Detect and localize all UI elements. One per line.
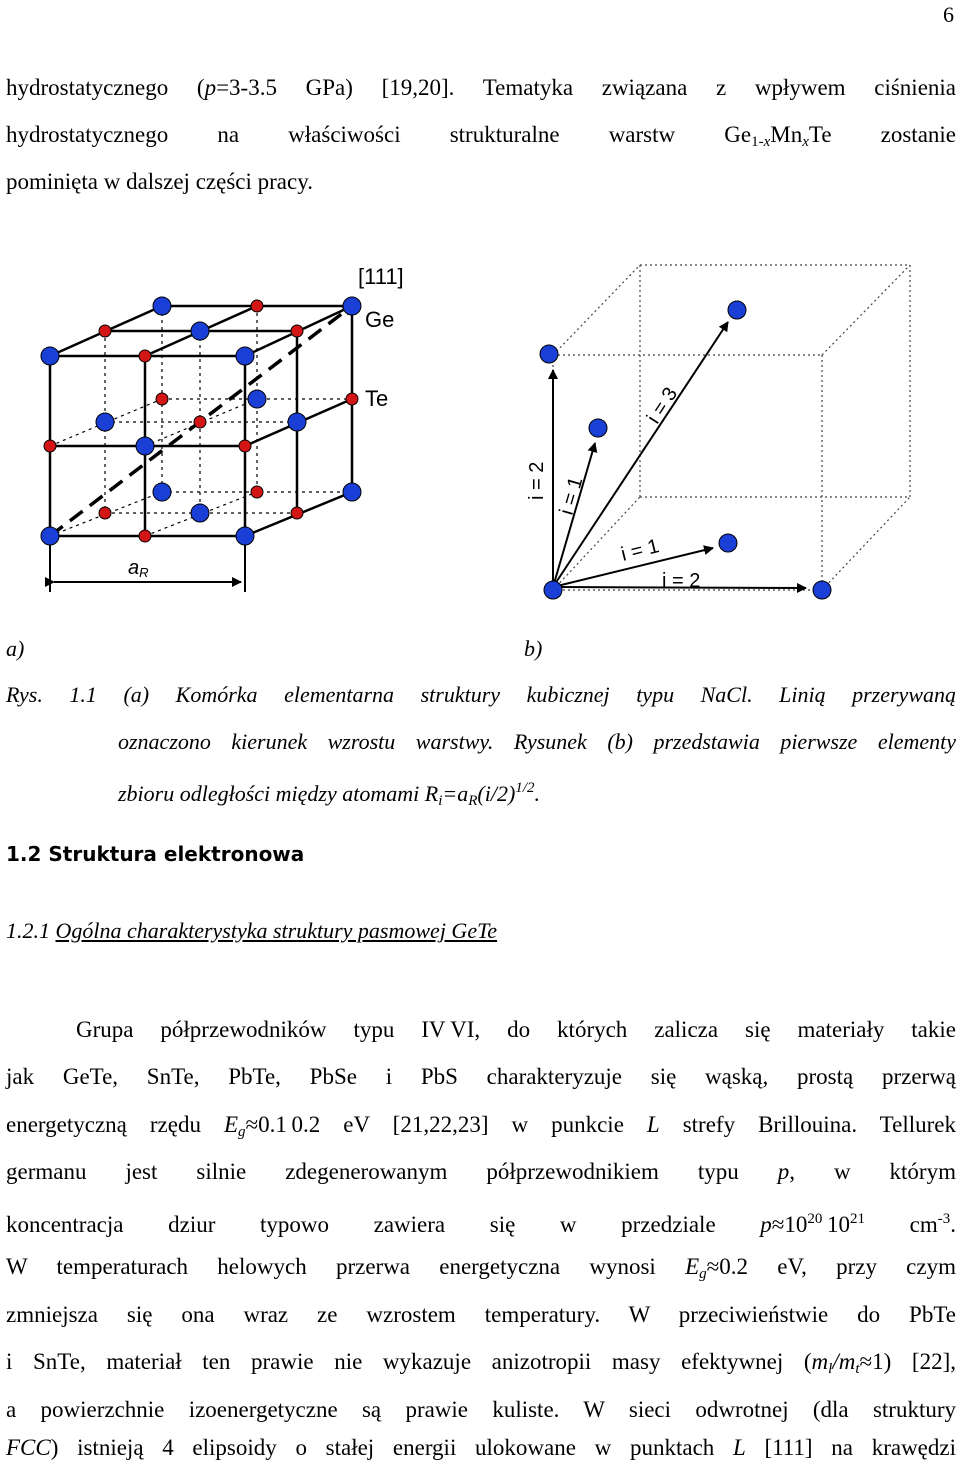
body-line-7: zmniejsza się ona wraz ze wzrostem temperatury. W przeciwieństwie do PbTe: [6, 1302, 956, 1327]
vector-label-i1-horiz: i = 1: [618, 535, 662, 566]
ge-atom: [136, 437, 154, 455]
te-atom: [251, 300, 263, 312]
te-atom: [99, 507, 111, 519]
ge-atom: [719, 534, 737, 552]
te-atom: [194, 416, 206, 428]
body-line-5: koncentracja dziur typowo zawiera się w przedziale $p\approx 10^{20}$ $10^{21}$ $cm^{-3}$.: [6, 1211, 956, 1237]
ge-atom: [153, 297, 171, 315]
vector-label-i1-diag: i = 1: [555, 474, 588, 518]
figure-rys-1-1: [0, 250, 960, 620]
ge-atom: [540, 345, 558, 363]
caption-line-3: zbioru odległości między atomami $R_i=a_R(i/2)^{1/2}$.: [118, 780, 540, 809]
intro-line-2: hydrostatycznego na właściwości strukturalne warstw $Ge_{1-x}Mn_xTe$ zostanie: [6, 122, 957, 150]
caption-line-1: Rys. 1.1 (a) Komórka elementarna struktury kubicznej typu NaCl. Linią przerywaną: [6, 682, 956, 707]
te-atom: [291, 507, 303, 519]
te-atom: [156, 393, 168, 405]
ge-atom: [96, 413, 114, 431]
te-atom: [99, 325, 111, 337]
te-atom: [346, 393, 358, 405]
ge-atom: [236, 527, 254, 545]
te-atom: [139, 350, 151, 362]
panel-a-label: a): [6, 636, 25, 661]
te-atom: [291, 325, 303, 337]
te-atom: [251, 486, 263, 498]
ge-atom: [343, 297, 361, 315]
ge-atom: [728, 301, 746, 319]
ge-atom: [191, 322, 209, 340]
body-line-10: FCC) istnieją 4 elipsoidy o stałej energii ulokowane w punktach L [111] na krawędzi: [6, 1435, 956, 1460]
ge-atom: [813, 581, 831, 599]
vector-label-i2-horiz: i = 2: [662, 570, 701, 592]
ge-atom: [589, 419, 607, 437]
body-line-4: germanu jest silnie zdegenerowanym półprzewodnikiem typu p, w którym: [6, 1159, 956, 1184]
intro-line-3: pominięta w dalszej części pracy.: [6, 169, 313, 194]
te-label: Te: [365, 386, 389, 411]
body-line-3: energetyczną rzędu $E_g\approx 0.1$ 0.2 eV [21,22,23] w punkcie L strefy Brillouina. Tellurek: [6, 1112, 956, 1140]
panel-b-label: b): [524, 636, 543, 661]
body-line-9: a powierzchnie izoenergetyczne są prawie kuliste. W sieci odwrotnej (dla struktury: [6, 1397, 956, 1422]
te-atom: [44, 440, 56, 452]
ge-atom: [248, 390, 266, 408]
ge-atom: [41, 527, 59, 545]
direction-111-label: [111]: [358, 264, 404, 289]
body-line-6: W temperaturach helowych przerwa energetyczna wynosi $E_g\approx 0.2$ eV, przy czym: [6, 1254, 956, 1282]
ge-atom: [343, 483, 361, 501]
subsection-heading: 1.2.1 Ogólna charakterystyka struktury pasmowej GeTe: [6, 918, 498, 943]
distance-vectors: [553, 322, 806, 588]
vector-label-i3: i = 3: [642, 383, 683, 428]
vector-label-i2-vertical: i = 2: [526, 461, 548, 500]
te-atom: [239, 440, 251, 452]
caption-line-2: oznaczono kierunek wzrostu warstwy. Rysunek (b) przedstawia pierwsze elementy: [118, 729, 956, 754]
page-number: 6: [943, 2, 954, 27]
body-line-2: jak GeTe, SnTe, PbTe, PbSe i PbS charakteryzuje się wąską, prostą przerwą: [6, 1064, 956, 1089]
body-line-8: i SnTe, materiał ten prawie nie wykazuje anizotropii masy efektywnej $(m_l/m_t\approx 1)$ [22],: [6, 1349, 956, 1377]
ge-atom: [288, 413, 306, 431]
te-atom: [139, 530, 151, 542]
ge-atom: [41, 347, 59, 365]
ge-atom: [544, 581, 562, 599]
intro-line-1: hydrostatycznego (p=3-3.5 GPa) [19,20]. Tematyka związana z wpływem ciśnienia: [6, 75, 956, 100]
ge-label: Ge: [365, 307, 395, 332]
ge-atom: [191, 504, 209, 522]
ge-atom: [153, 483, 171, 501]
ge-atom: [236, 347, 254, 365]
ar-label: aR: [128, 557, 149, 580]
body-line-1: Grupa półprzewodników typu IV VI, do których zalicza się materiały takie: [76, 1017, 956, 1042]
section-heading: 1.2 Struktura elektronowa: [6, 842, 305, 866]
